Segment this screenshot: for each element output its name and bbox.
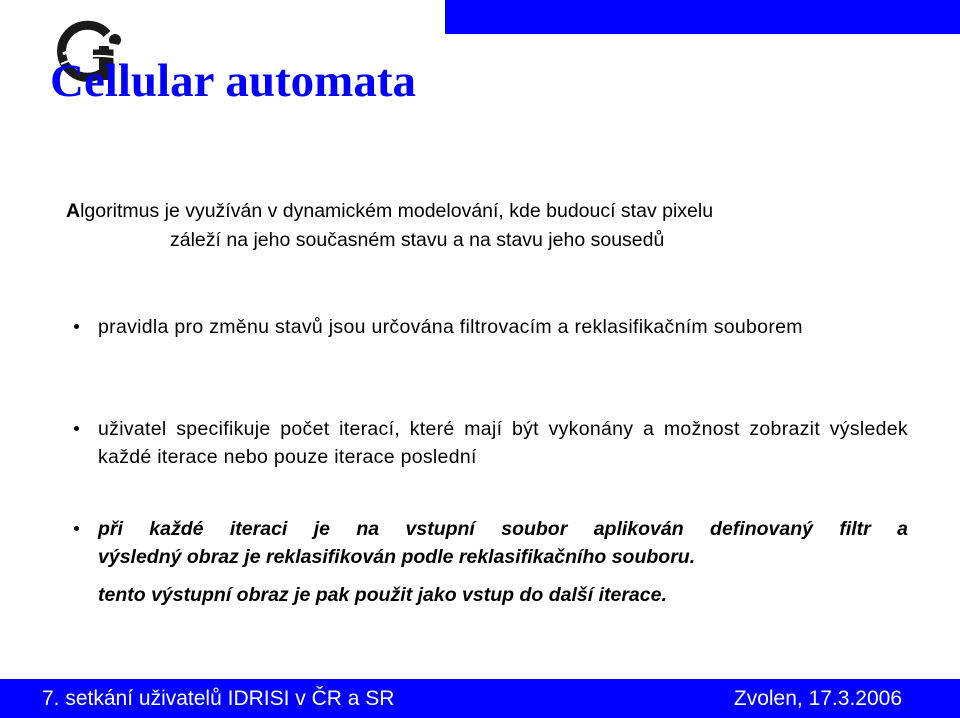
bullet-dot-icon xyxy=(74,426,79,431)
bullet-dot-icon xyxy=(74,324,79,329)
footer-event-name: 7. setkání uživatelů IDRISI v ČR a SR xyxy=(42,687,395,710)
footer-bar xyxy=(0,679,960,718)
intro-line-2: záleží na jeho současném stavu a na stavu jeho sousedů xyxy=(170,229,665,251)
bullet-dot-icon xyxy=(74,526,79,531)
top-accent-bar xyxy=(445,0,960,34)
intro-line-1-text: lgoritmus je využíván v dynamickém modelování, kde budoucí stav pixelu xyxy=(80,200,714,222)
bullet-line: při každé iteraci je na vstupní soubor aplikován definovaný filtr a xyxy=(98,518,908,540)
intro-line-1 xyxy=(66,197,713,226)
slide-title: Cellular automata xyxy=(50,55,416,107)
bullet-line: výsledný obraz je reklasifikován podle reklasifikačního souboru. xyxy=(98,546,696,568)
bullet-text: pravidla pro změnu stavů jsou určována filtrovacím a reklasifikačním souborem xyxy=(98,316,803,338)
intro-first-letter: A xyxy=(66,200,81,222)
footer-place-date: Zvolen, 17.3.2006 xyxy=(733,687,902,710)
bullet-text-emphasis xyxy=(98,515,908,609)
bullet-line: tento výstupní obraz je pak použit jako vstup do další iterace. xyxy=(98,584,667,606)
bullet-text: uživatel specifikuje počet iterací, které mají být vykonány a možnost zobrazit výsledek každé iterace nebo pouze iterace poslední xyxy=(98,418,908,468)
